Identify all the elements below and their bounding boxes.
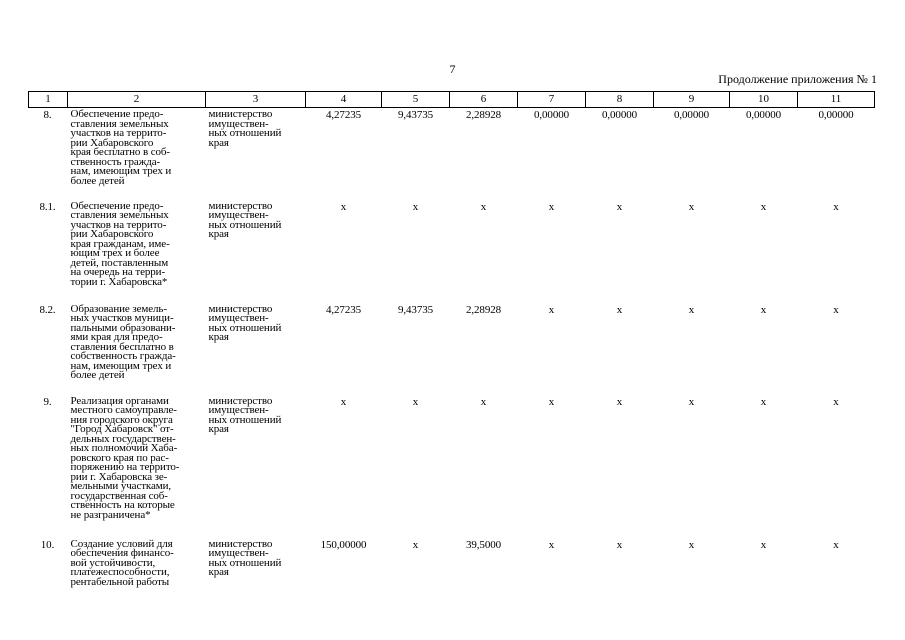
value-cell: x xyxy=(412,200,419,213)
row-number: 10. xyxy=(40,538,55,551)
row-number: 8.2. xyxy=(39,303,56,316)
measure-name: Обеспечение предо- ставления земельных участков на террито- рии Хабаровского края гражданам, име- ющим трех и более детей, поставленным на очередь на терри- тории г. Хабаровска* xyxy=(70,199,170,288)
column-header: 1 xyxy=(29,92,68,108)
value-cell: x xyxy=(688,538,695,551)
page-number: 7 xyxy=(449,62,456,76)
appendix-table xyxy=(28,91,875,608)
value-cell: x xyxy=(480,395,487,408)
row-number: 9. xyxy=(43,395,52,408)
value-cell: 4,27235 xyxy=(325,303,362,316)
measure-name: Создание условий для обеспечения финансо- вой устойчивости, платежеспособности, рентабельной работы xyxy=(70,537,174,588)
value-cell: 2,28928 xyxy=(465,109,502,121)
value-cell: 0,00000 xyxy=(745,109,782,121)
table-row xyxy=(29,303,875,395)
column-header: 6 xyxy=(450,92,518,108)
value-cell: x xyxy=(760,303,767,316)
column-header: 11 xyxy=(798,92,875,108)
value-cell: x xyxy=(688,200,695,213)
column-header: 3 xyxy=(206,92,306,108)
value-cell: 150,00000 xyxy=(320,538,367,551)
continuation-label: Продолжение приложения № 1 xyxy=(718,72,877,86)
column-header: 9 xyxy=(654,92,730,108)
row-number: 8.1. xyxy=(39,200,56,213)
executor: министерство имуществен- ных отношений края xyxy=(208,537,282,578)
measure-name: Обеспечение предо- ставления земельных участков на террито- рии Хабаровского края бесплатно в соб- ственность гражда- нам, имеющим трех и более детей xyxy=(70,108,172,187)
value-cell: x xyxy=(760,538,767,551)
value-cell: x xyxy=(833,303,839,316)
executor: министерство имуществен- ных отношений края xyxy=(208,108,282,149)
value-cell: x xyxy=(412,395,419,408)
value-cell: x xyxy=(833,200,839,213)
value-cell: 0,00000 xyxy=(818,109,854,121)
value-cell: x xyxy=(548,538,555,551)
column-header: 2 xyxy=(68,92,206,108)
column-header: 5 xyxy=(382,92,450,108)
value-cell: x xyxy=(760,395,767,408)
executor: министерство имуществен- ных отношений края xyxy=(208,302,282,343)
value-cell: x xyxy=(760,200,767,213)
value-cell: 4,27235 xyxy=(325,109,362,121)
value-cell: x xyxy=(688,303,695,316)
value-cell: 0,00000 xyxy=(673,109,710,121)
value-cell: x xyxy=(480,200,487,213)
value-cell: 2,28928 xyxy=(465,303,502,316)
value-cell: x xyxy=(548,395,555,408)
value-cell: x xyxy=(548,200,555,213)
executor: министерство имуществен- ных отношений края xyxy=(208,199,282,240)
table-row xyxy=(29,108,875,200)
value-cell: x xyxy=(548,303,555,316)
measure-name: Реализация органами местного самоуправле- ния городского округа "Город Хабаровск" от- дельных государствен- ных полномочий Хаба- ровского края по рас- поряжению на террито- рии г. Хабаровска зе- мельными участками, государственная соб- ственность на которые не разграничена* xyxy=(70,394,180,521)
value-cell: 39,5000 xyxy=(465,538,502,551)
measure-name: Образование земель- ных участков муници- пальными образовани- ями края для предо- ставления бесплатно в собственность гражда- нам, имеющим трех и более детей xyxy=(70,302,176,381)
value-cell: x xyxy=(340,395,347,408)
executor: министерство имуществен- ных отношений края xyxy=(208,394,282,435)
column-header: 8 xyxy=(586,92,654,108)
column-header: 4 xyxy=(306,92,382,108)
row-number: 8. xyxy=(43,109,52,121)
table-row xyxy=(29,395,875,538)
value-cell: 0,00000 xyxy=(533,109,570,121)
value-cell: x xyxy=(412,538,419,551)
table-row xyxy=(29,200,875,303)
value-cell: x xyxy=(688,395,695,408)
value-cell: x xyxy=(340,200,347,213)
value-cell: x xyxy=(616,538,623,551)
table-header-row xyxy=(29,92,875,108)
value-cell: 9,43735 xyxy=(397,109,434,121)
value-cell: 0,00000 xyxy=(601,109,638,121)
value-cell: x xyxy=(833,395,839,408)
column-header: 10 xyxy=(730,92,798,108)
table-row xyxy=(29,538,875,608)
value-cell: x xyxy=(616,200,623,213)
value-cell: 9,43735 xyxy=(397,303,434,316)
value-cell: x xyxy=(616,395,623,408)
value-cell: x xyxy=(616,303,623,316)
column-header: 7 xyxy=(518,92,586,108)
value-cell: x xyxy=(833,538,839,551)
